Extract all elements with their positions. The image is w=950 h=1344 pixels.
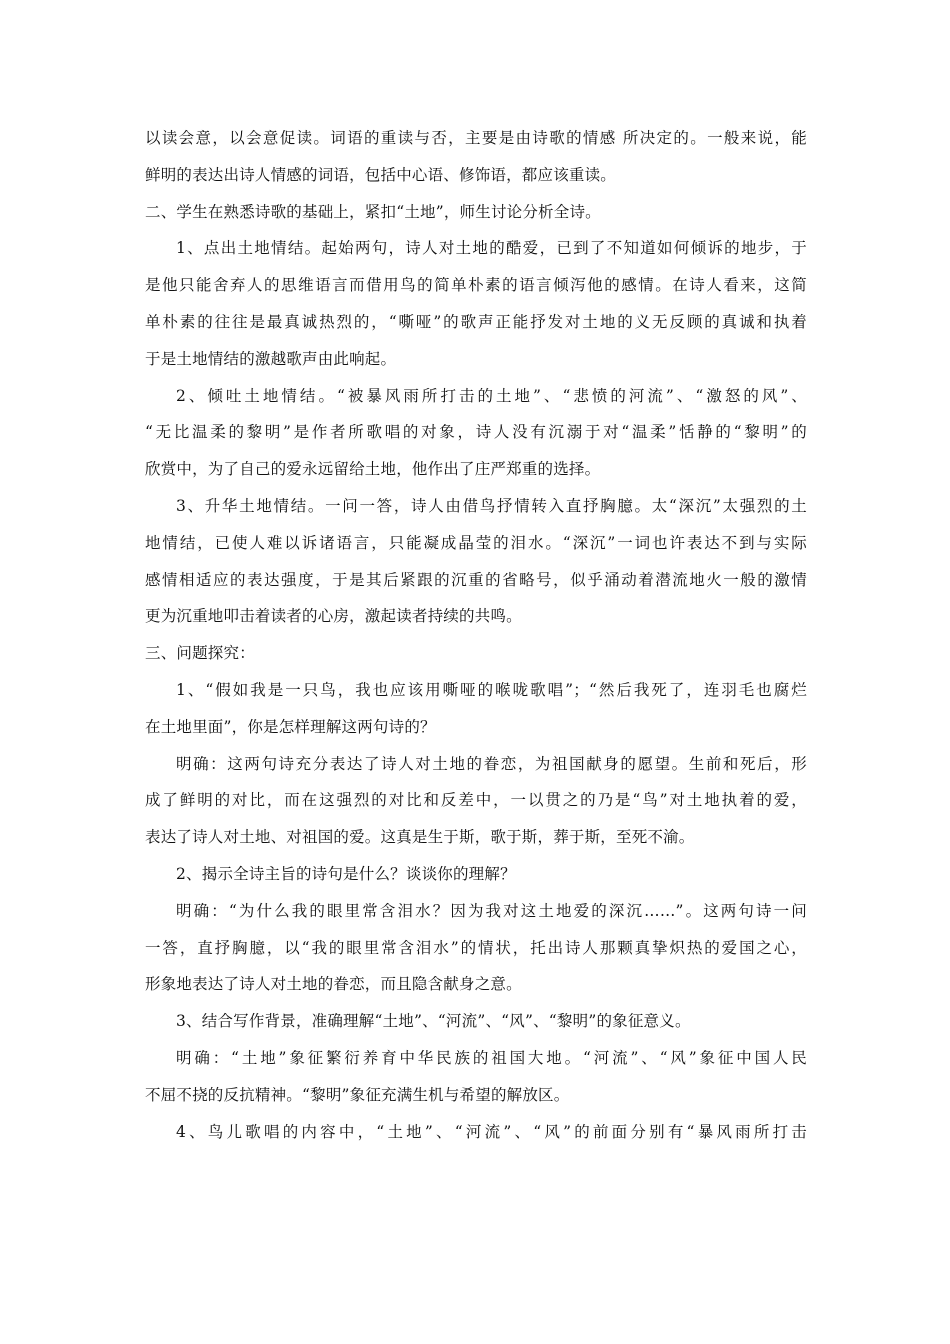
text-line: “无比温柔的黎明”是作者所歌唱的对象，诗人没有沉溺于对“温柔”恬静的“黎明”的 — [145, 423, 807, 442]
text-line: 地情结，已使人难以诉诸语言，只能凝成晶莹的泪水。“深沉”一词也许表达不到与实际 — [145, 533, 807, 552]
text-line: 表达了诗人对土地、对祖国的爱。这真是生于斯，歌于斯，葬于斯，至死不渝。 — [145, 828, 695, 847]
text-line: 是他只能舍弃人的思维语言而借用鸟的简单朴素的语言倾泻他的感情。在诗人看来，这简 — [145, 276, 807, 295]
text-line: 明确：“土地”象征繁衍养育中华民族的祖国大地。“河流”、“风”象征中国人民 — [176, 1048, 807, 1067]
text-line: 明确：这两句诗充分表达了诗人对土地的眷恋，为祖国献身的愿望。生前和死后，形 — [176, 754, 807, 773]
text-line: 欣赏中，为了自己的爱永远留给土地，他作出了庄严郑重的选择。 — [145, 460, 601, 479]
text-line: 三、问题探究： — [145, 644, 255, 663]
text-line: 一答，直抒胸臆，以“我的眼里常含泪水”的情状，托出诗人那颗真挚炽热的爱国之心， — [145, 938, 807, 957]
text-line: 在土地里面”，你是怎样理解这两句诗的？ — [145, 717, 436, 736]
text-line: 以读会意，以会意促读。词语的重读与否，主要是由诗歌的情感 所决定的。一般来说，能 — [145, 129, 807, 147]
text-line: 单朴素的往往是最真诚热烈的，“嘶哑”的歌声正能抒发对土地的义无反顾的真诚和执着 — [145, 312, 807, 331]
text-line: 鲜明的表达出诗人情感的词语，包括中心语、修饰语，都应该重读。 — [145, 165, 617, 184]
text-line: 形象地表达了诗人对土地的眷恋，而且隐含献身之意。 — [145, 975, 522, 994]
text-line: 明确：“为什么我的眼里常含泪水？因为我对这土地爱的深沉……”。这两句诗一问 — [176, 901, 807, 920]
text-line: 二、学生在熟悉诗歌的基础上，紧扣“土地”，师生讨论分析全诗。 — [145, 202, 601, 221]
text-line: 成了鲜明的对比，而在这强烈的对比和反差中，一以贯之的乃是“鸟”对土地执着的爱， — [145, 791, 807, 810]
text-line: 4、鸟儿歌唱的内容中，“土地”、“河流”、“风”的前面分别有“暴风雨所打击 — [176, 1122, 807, 1141]
text-line: 不屈不挠的反抗精神。“黎明”象征充满生机与希望的解放区。 — [145, 1085, 570, 1104]
text-line: 1、点出土地情结。起始两句，诗人对土地的酷爱，已到了不知道如何倾诉的地步，于 — [176, 239, 807, 258]
text-line: 2、揭示全诗主旨的诗句是什么？谈谈你的理解？ — [176, 864, 516, 883]
text-line: 2、倾吐土地情结。“被暴风雨所打击的土地”、“悲愤的河流”、“激怒的风”、 — [176, 386, 807, 405]
text-line: 3、结合写作背景，准确理解“土地”、“河流”、“风”、“黎明”的象征意义。 — [176, 1012, 691, 1031]
text-line: 于是土地情结的激越歌声由此响起。 — [145, 349, 397, 368]
text-line: 感情相适应的表达强度，于是其后紧跟的沉重的省略号，似乎涌动着潜流地火一般的激情 — [145, 570, 807, 589]
text-line: 3、升华土地情结。一问一答，诗人由借鸟抒情转入直抒胸臆。太“深沉”太强烈的土 — [176, 496, 807, 515]
document-body — [145, 120, 807, 1150]
text-line: 更为沉重地叩击着读者的心房，激起读者持续的共鸣。 — [145, 607, 522, 626]
text-line: 1、“假如我是一只鸟，我也应该用嘶哑的喉咙歌唱”；“然后我死了，连羽毛也腐烂 — [176, 680, 807, 699]
